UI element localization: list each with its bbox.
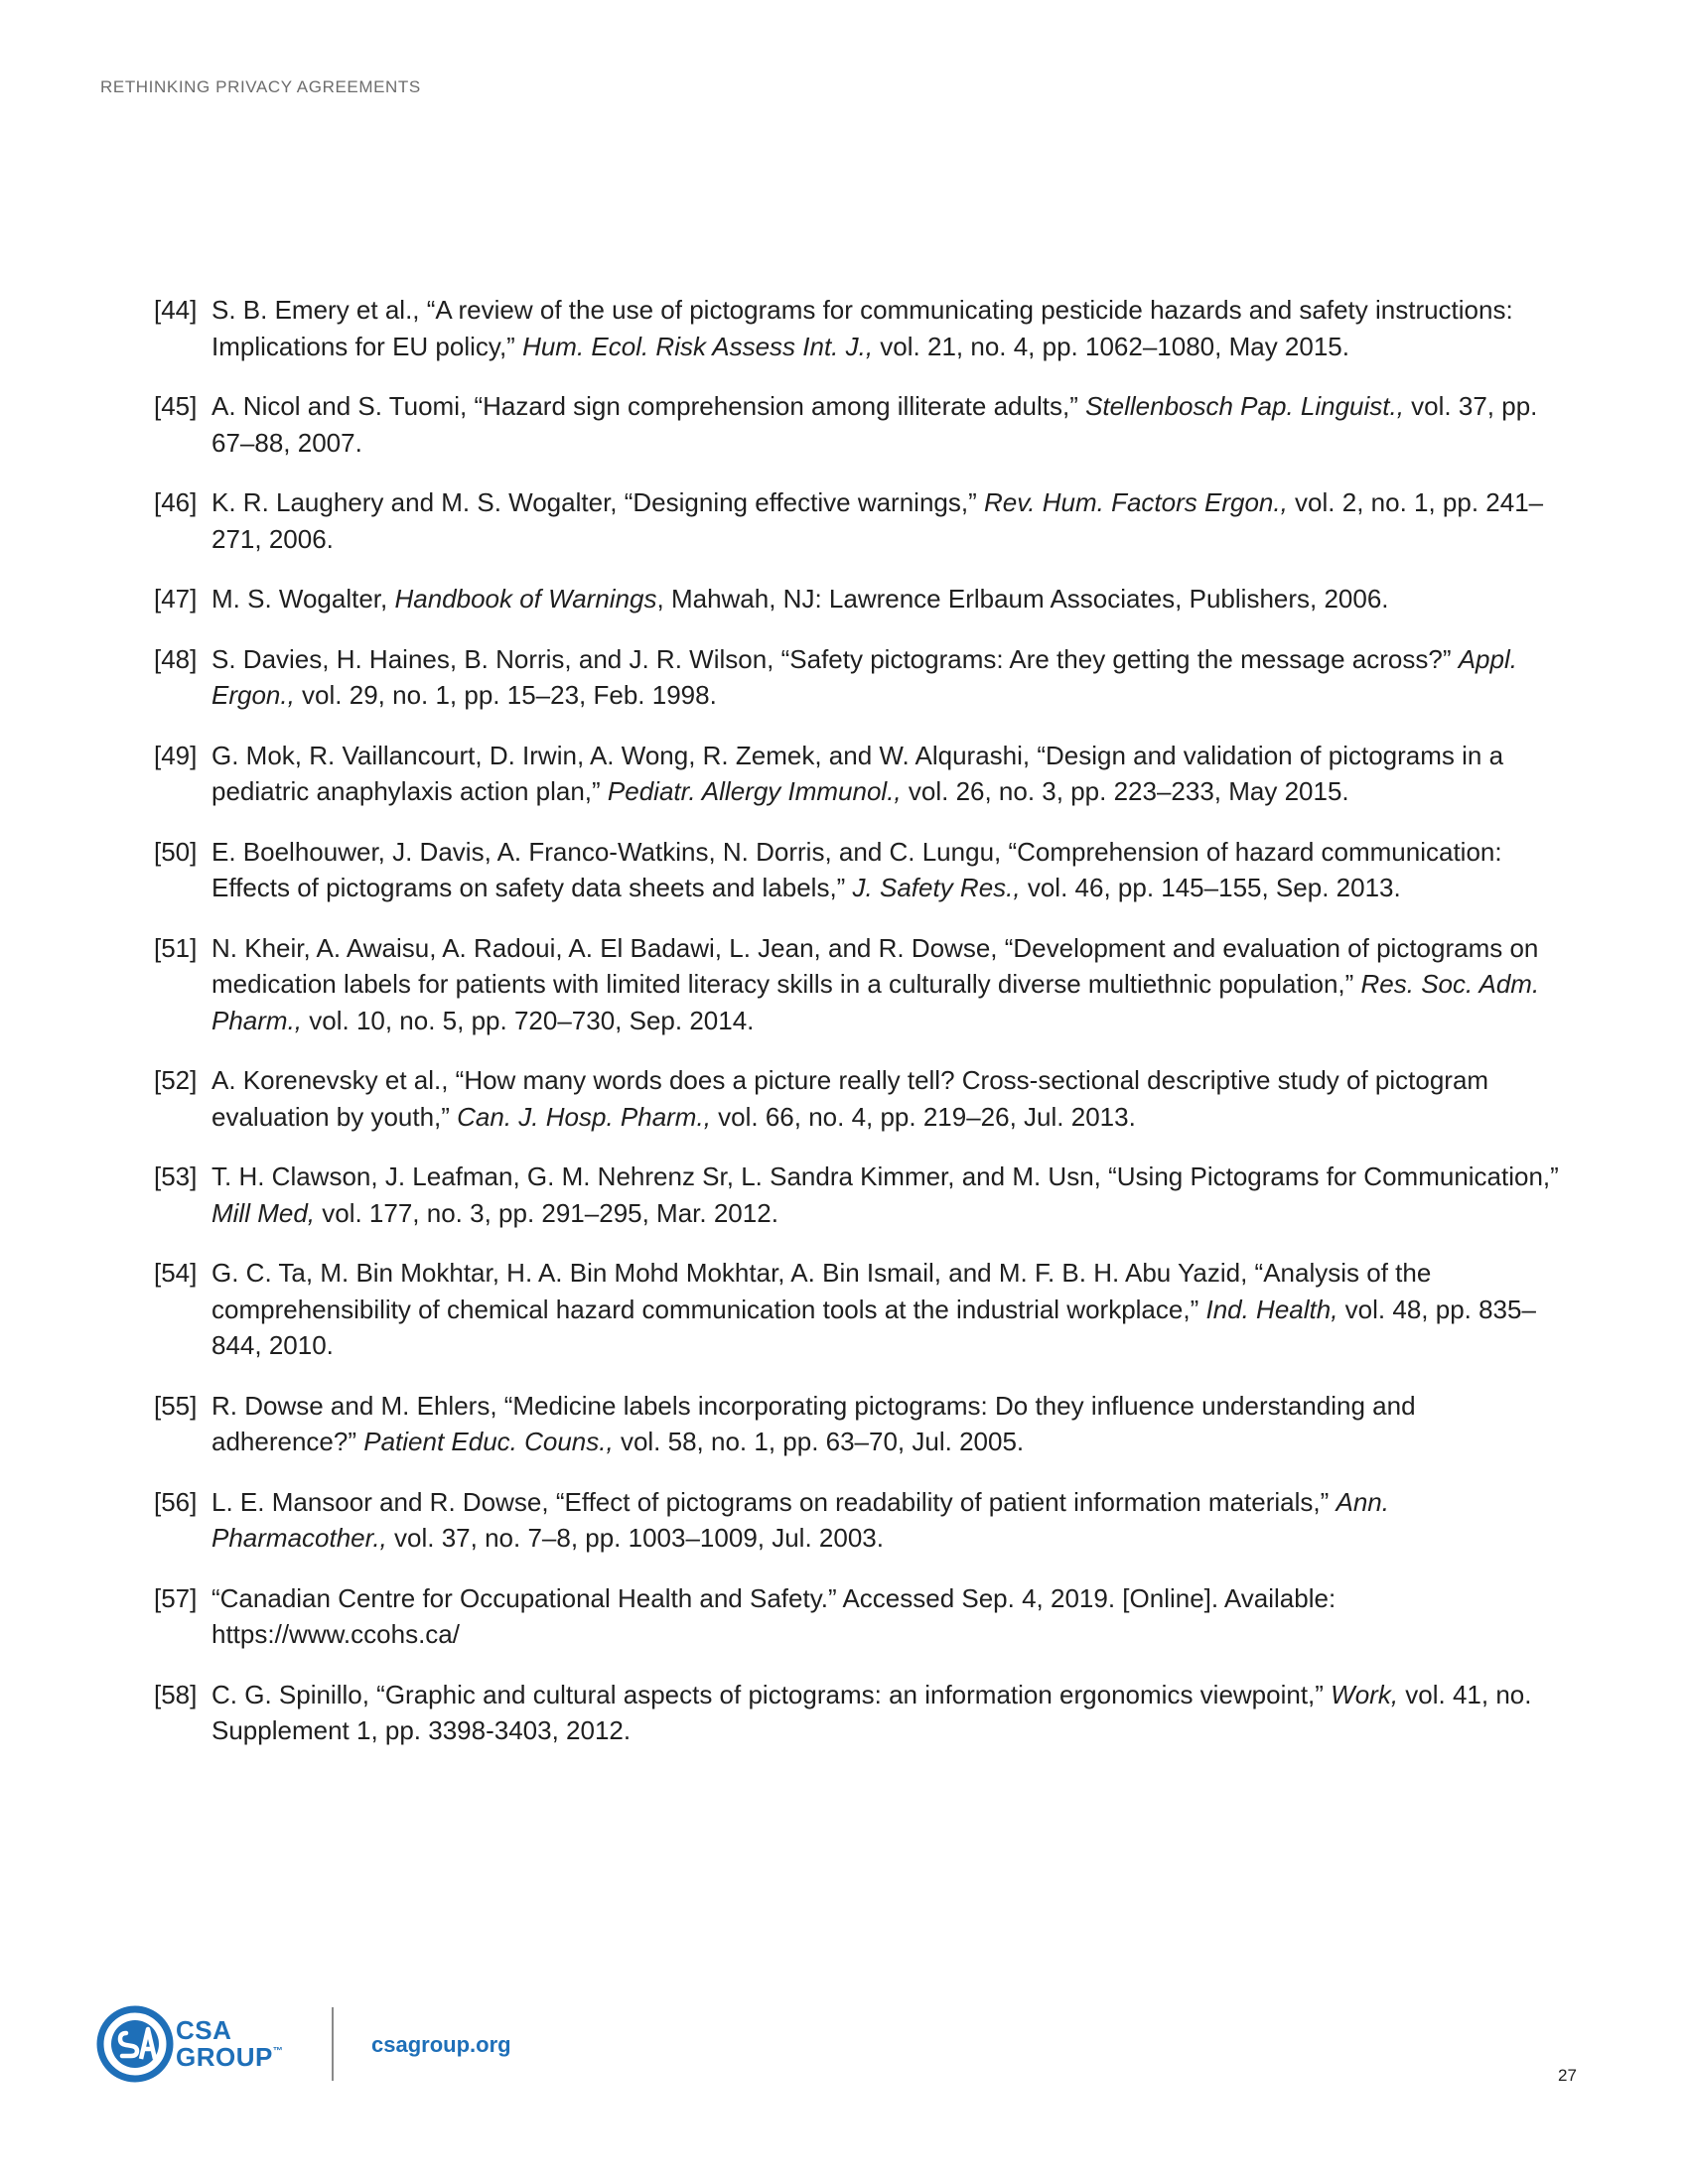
reference-number: [44] — [154, 295, 198, 325]
reference-text — [211, 741, 1503, 807]
reference-segment: , Mahwah, NJ: Lawrence Erlbaum Associates, Publishers, 2006. — [656, 584, 1389, 614]
reference-item — [154, 484, 1564, 557]
logo-group-text: GROUP — [176, 2042, 273, 2072]
reference-segment: N. Kheir, A. Awaisu, A. Radoui, A. El Badawi, L. Jean, and R. Dowse, “Development and evaluation of pictograms on medication labels for patients with limited literacy skills in a culturally diverse multiethnic population,” — [211, 932, 1539, 999]
csa-group-logo — [96, 2005, 295, 2087]
reference-text — [211, 1258, 1536, 1360]
reference-item — [154, 1255, 1564, 1364]
reference-segment: vol. 58, no. 1, pp. 63–70, Jul. 2005. — [613, 1427, 1025, 1456]
reference-source-title: Ann. Pharmacother., — [211, 1486, 1389, 1553]
reference-segment: K. R. Laughery and M. S. Wogalter, “Designing effective warnings,” — [211, 487, 984, 517]
reference-segment: vol. 2, no. 1, pp. 241–271, 2006. — [211, 487, 1544, 554]
reference-segment: E. Boelhouwer, J. Davis, A. Franco-Watkins, N. Dorris, and C. Lungu, “Comprehension of hazard communication: Effects of pictograms on safety data sheets and labels,” — [211, 836, 1502, 902]
reference-number: [49] — [154, 740, 198, 770]
reference-segment: vol. 37, pp. 67–88, 2007. — [211, 391, 1538, 458]
reference-segment: A. Nicol and S. Tuomi, “Hazard sign comprehension among illiterate adults,” — [211, 391, 1086, 421]
reference-number: [54] — [154, 1258, 198, 1288]
page-number: 27 — [1558, 2066, 1577, 2085]
csa-logo-icon — [96, 2005, 174, 2083]
trademark-symbol: ™ — [272, 2046, 284, 2057]
reference-segment: “Canadian Centre for Occupational Health and Safety.” Accessed Sep. 4, 2019. [Online]. Available: https://www.ccohs.ca/ — [211, 1582, 1336, 1649]
reference-number: [53] — [154, 1161, 198, 1191]
website-link[interactable]: csagroup.org — [371, 2032, 511, 2057]
reference-item — [154, 1159, 1564, 1231]
reference-source-title: Hum. Ecol. Risk Assess Int. J., — [522, 331, 874, 361]
reference-number: [45] — [154, 391, 198, 421]
reference-item — [154, 834, 1564, 906]
reference-source-title: Stellenbosch Pap. Linguist., — [1085, 391, 1404, 421]
reference-source-title: Mill Med, — [211, 1197, 316, 1228]
reference-source-title: Rev. Hum. Factors Ergon., — [983, 487, 1288, 517]
reference-source-title: Ind. Health, — [1205, 1294, 1338, 1324]
reference-text — [211, 837, 1502, 903]
reference-number: [51] — [154, 932, 198, 963]
reference-source-title: Pediatr. Allergy Immunol., — [607, 776, 902, 806]
reference-number: [55] — [154, 1390, 198, 1421]
reference-number: [46] — [154, 487, 198, 517]
reference-segment: S. Davies, H. Haines, B. Norris, and J. R. Wilson, “Safety pictograms: Are they getting the message across?” — [211, 643, 1459, 674]
reference-segment: vol. 26, no. 3, pp. 223–233, May 2015. — [901, 776, 1349, 806]
reference-item — [154, 581, 1564, 617]
logo-wordmark-group — [176, 2044, 283, 2070]
reference-source-title: Handbook of Warnings — [394, 584, 657, 614]
reference-item — [154, 930, 1564, 1039]
reference-text — [211, 644, 1517, 711]
reference-segment: L. E. Mansoor and R. Dowse, “Effect of pictograms on readability of patient information materials,” — [211, 1486, 1336, 1517]
reference-number: [58] — [154, 1679, 198, 1709]
reference-text — [211, 1583, 1336, 1650]
reference-source-title: J. Safety Res., — [852, 873, 1021, 902]
reference-item — [154, 1677, 1564, 1749]
reference-item — [154, 1484, 1564, 1557]
reference-source-title: Appl. Ergon., — [211, 643, 1517, 710]
reference-number: [57] — [154, 1582, 198, 1613]
reference-number: [56] — [154, 1486, 198, 1517]
reference-text — [211, 584, 1389, 614]
reference-segment: vol. 177, no. 3, pp. 291–295, Mar. 2012. — [315, 1197, 778, 1228]
reference-segment: vol. 21, no. 4, pp. 1062–1080, May 2015. — [873, 331, 1349, 361]
reference-segment: vol. 41, no. Supplement 1, pp. 3398-3403, 2012. — [211, 1679, 1532, 1745]
reference-text — [211, 1391, 1416, 1457]
logo-wordmark-csa: CSA — [176, 2015, 232, 2045]
reference-segment: M. S. Wogalter, — [211, 584, 395, 614]
reference-segment: vol. 10, no. 5, pp. 720–730, Sep. 2014. — [302, 1005, 755, 1035]
footer-divider — [332, 2007, 334, 2081]
reference-segment: vol. 46, pp. 145–155, Sep. 2013. — [1020, 873, 1401, 902]
reference-item — [154, 388, 1564, 461]
reference-item — [154, 1580, 1564, 1653]
reference-segment: vol. 29, no. 1, pp. 15–23, Feb. 1998. — [294, 680, 717, 710]
reference-text — [211, 1680, 1531, 1746]
reference-item — [154, 1388, 1564, 1460]
reference-number: [47] — [154, 584, 198, 614]
reference-segment: vol. 48, pp. 835–844, 2010. — [211, 1294, 1536, 1360]
reference-number: [48] — [154, 643, 198, 674]
reference-source-title: Patient Educ. Couns., — [363, 1427, 614, 1456]
reference-text — [211, 1161, 1559, 1228]
reference-text — [211, 1487, 1389, 1554]
reference-text — [211, 295, 1513, 361]
reference-item — [154, 738, 1564, 810]
reference-text — [211, 933, 1539, 1035]
reference-segment: A. Korenevsky et al., “How many words does a picture really tell? Cross-sectional descriptive study of pictogram evaluation by youth,” — [211, 1065, 1489, 1132]
reference-text — [211, 487, 1543, 554]
reference-item — [154, 1062, 1564, 1135]
reference-item — [154, 641, 1564, 714]
reference-source-title: Work, — [1331, 1679, 1399, 1709]
reference-text — [211, 1065, 1488, 1132]
running-header: RETHINKING PRIVACY AGREEMENTS — [100, 77, 421, 96]
reference-segment: G. Mok, R. Vaillancourt, D. Irwin, A. Wong, R. Zemek, and W. Alqurashi, “Design and validation of pictograms in a pediatric anaphylaxis action plan,” — [211, 740, 1504, 806]
reference-list — [154, 292, 1564, 1773]
reference-segment: T. H. Clawson, J. Leafman, G. M. Nehrenz Sr, L. Sandra Kimmer, and M. Usn, “Using Pictograms for Communication,” — [211, 1161, 1559, 1191]
reference-number: [52] — [154, 1065, 198, 1095]
reference-segment: C. G. Spinillo, “Graphic and cultural aspects of pictograms: an information ergonomics viewpoint,” — [211, 1679, 1332, 1709]
reference-source-title: Res. Soc. Adm. Pharm., — [211, 969, 1540, 1035]
reference-segment: vol. 37, no. 7–8, pp. 1003–1009, Jul. 2003. — [386, 1523, 884, 1553]
reference-segment: R. Dowse and M. Ehlers, “Medicine labels incorporating pictograms: Do they influence understanding and adherence?” — [211, 1390, 1416, 1456]
reference-text — [211, 391, 1537, 458]
reference-segment: vol. 66, no. 4, pp. 219–26, Jul. 2013. — [710, 1101, 1136, 1132]
reference-item — [154, 292, 1564, 364]
reference-segment: S. B. Emery et al., “A review of the use of pictograms for communicating pesticide hazards and safety instructions: Implications for EU policy,” — [211, 295, 1513, 361]
reference-segment: G. C. Ta, M. Bin Mokhtar, H. A. Bin Mohd Mokhtar, A. Bin Ismail, and M. F. B. H. Abu Yazid, “Analysis of the comprehensibility of chemical hazard communication tools at the industrial workplace,” — [211, 1258, 1432, 1324]
reference-number: [50] — [154, 836, 198, 867]
reference-source-title: Can. J. Hosp. Pharm., — [457, 1101, 711, 1132]
